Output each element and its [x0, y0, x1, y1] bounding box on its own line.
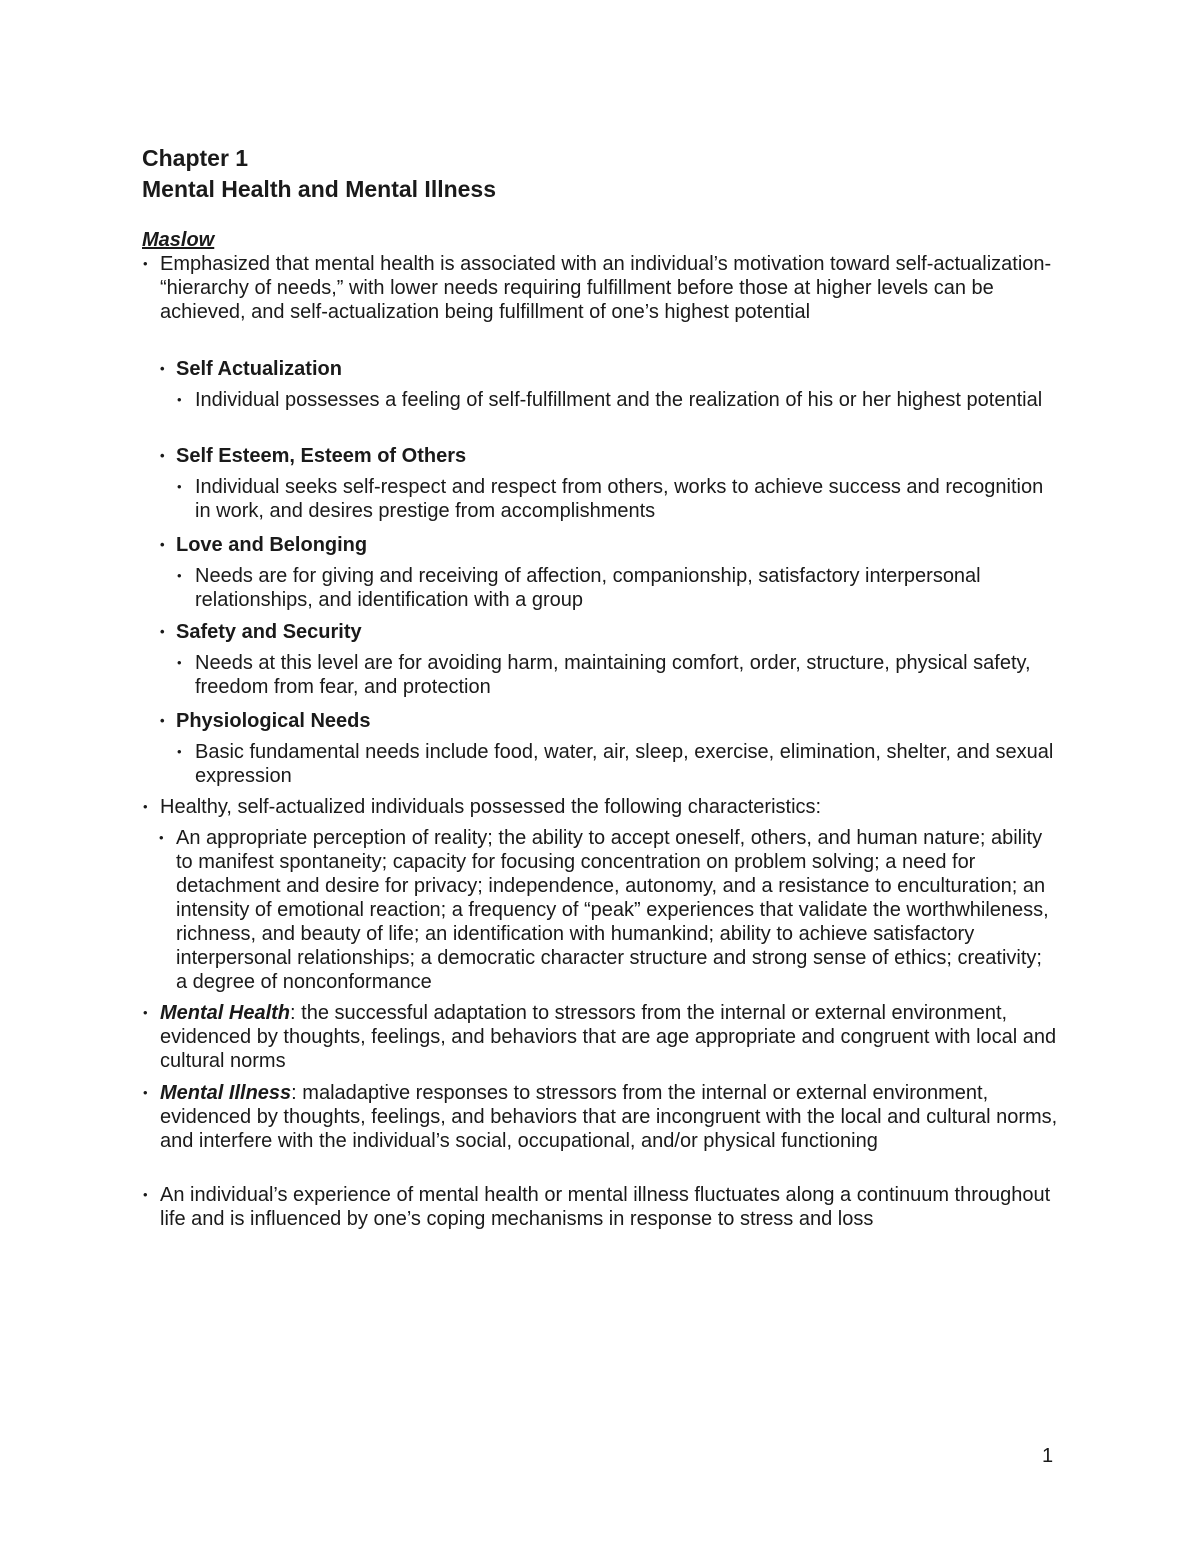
need-title-love-belonging — [160, 533, 1036, 557]
chapter-title: Mental Health and Mental Illness — [142, 176, 497, 202]
bullet-marker: • — [160, 361, 165, 376]
definition-text: maladaptive responses to stressors from the internal or external environment, evidenced by thoughts, feelings, and behaviors that are incongruent with the local and cultural norms, and interfere with the individual’s social, occupational, and/or physical functioning — [160, 1082, 1058, 1152]
healthy-intro-bullet — [143, 795, 1060, 819]
continuum-text: An individual’s experience of mental health or mental illness fluctuates along a continuum throughout life and is influenced by one’s coping mechanisms in response to stress and loss — [160, 1184, 1051, 1230]
bullet-marker: • — [177, 568, 182, 583]
need-description-safety-security — [177, 651, 1060, 699]
need-title-physiological — [160, 709, 1036, 733]
healthy-intro-text: Healthy, self-actualized individuals possessed the following characteristics: — [160, 796, 822, 818]
bullet-marker: • — [177, 744, 182, 759]
bullet-marker: • — [160, 624, 165, 639]
definition-separator: : — [291, 1082, 303, 1104]
bullet-marker: • — [177, 479, 182, 494]
definition-text: the successful adaptation to stressors from the internal or external environment, evidenced by thoughts, feelings, and behaviors that are age appropriate and congruent with local and cultural norms — [160, 1002, 1057, 1072]
bullet-marker: • — [143, 256, 148, 271]
definition-mental-health — [143, 1001, 1060, 1073]
bullet-marker: • — [177, 392, 182, 407]
need-description-self-esteem — [177, 475, 1060, 523]
bullet-marker: • — [159, 830, 164, 845]
need-title-safety-security — [160, 620, 1036, 644]
bullet-marker: • — [143, 799, 148, 814]
need-title-text: Self Esteem, Esteem of Others — [176, 445, 467, 467]
need-description-text: Needs at this level are for avoiding harm, maintaining comfort, order, structure, physical safety, freedom from fear, and protection — [195, 652, 1031, 698]
page-number: 1 — [1042, 1445, 1054, 1467]
section-title-maslow: Maslow — [142, 229, 215, 251]
continuum-bullet — [143, 1183, 1060, 1231]
characteristics-text: An appropriate perception of reality; the ability to accept oneself, others, and human nature; ability to manifest spontaneity; capacity for focusing concentration on problem solving; a need for detachment and desire for privacy; independence, autonomy, and a resistance to enculturation; an intensity of emotional reaction; a frequency of “peak” experiences that validate the worthwhileness, richness, and beauty of life; an identification with humankind; ability to achieve satisfactory interpersonal relationships; a democratic character structure and strong sense of ethics; creativity; a degree of nonconformance — [176, 827, 1049, 993]
intro-text: Emphasized that mental health is associated with an individual’s motivation toward self-actualization- “hierarchy of needs,” with lower needs requiring fulfillment before those at higher levels can be achieved, and self-actualization being fulfillment of one’s highest potential — [160, 253, 1052, 323]
need-description-physiological — [177, 740, 1060, 788]
definition-separator: : — [290, 1002, 302, 1024]
bullet-marker: • — [160, 713, 165, 728]
need-title-self-esteem — [160, 444, 1036, 468]
definition-term: Mental Health — [160, 1002, 291, 1024]
need-description-self-actualization — [177, 388, 1060, 412]
bullet-marker: • — [143, 1187, 148, 1202]
need-title-self-actualization — [160, 357, 1036, 381]
characteristics-bullet — [159, 826, 1051, 994]
need-description-text: Individual seeks self-respect and respect from others, works to achieve success and recognition in work, and desires prestige from accomplishments — [195, 476, 1044, 522]
need-description-text: Needs are for giving and receiving of affection, companionship, satisfactory interpersonal relationships, and identification with a group — [195, 565, 981, 611]
need-description-text: Basic fundamental needs include food, water, air, sleep, exercise, elimination, shelter, and sexual expression — [195, 741, 1054, 787]
need-title-text: Self Actualization — [176, 358, 342, 380]
bullet-marker: • — [177, 655, 182, 670]
intro-bullet — [143, 252, 1060, 324]
need-description-love-belonging — [177, 564, 1060, 612]
need-title-text: Safety and Security — [176, 621, 362, 643]
bullet-marker: • — [143, 1005, 148, 1020]
need-description-text: Individual possesses a feeling of self-fulfillment and the realization of his or her highest potential — [195, 389, 1043, 411]
definition-term: Mental Illness — [160, 1082, 292, 1104]
bullet-marker: • — [160, 537, 165, 552]
need-title-text: Love and Belonging — [176, 534, 368, 556]
bullet-marker: • — [160, 448, 165, 463]
need-title-text: Physiological Needs — [176, 710, 371, 732]
chapter-label: Chapter 1 — [142, 145, 249, 171]
bullet-marker: • — [143, 1085, 148, 1100]
definition-mental-illness — [143, 1081, 1060, 1153]
